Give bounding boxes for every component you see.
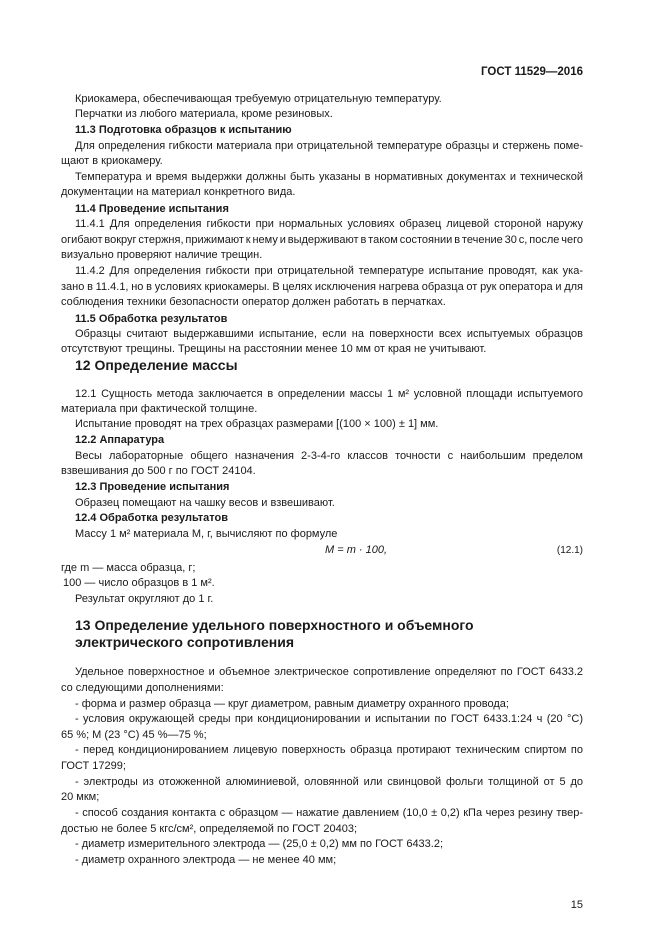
text-line: Криокамера, обеспечивающая требуемую отрицательную температуру. (75, 93, 442, 105)
section-heading: 11.3 Подготовка образцов к испытанию (75, 124, 292, 136)
text-line: взвешивания до 500 г по ГОСТ 24104. (61, 465, 256, 477)
text-line: 11.4.2 Для определения гибкости при отрицательной температуре испытание проводят, как ука- (75, 265, 583, 277)
text-line: Удельное поверхностное и объемное электрическое сопротивление определяют по ГОСТ 6433.2 (75, 666, 583, 678)
text-line: достью не более 5 кгс/см², определяемой по ГОСТ 20403; (61, 823, 358, 835)
page-number: 15 (570, 899, 583, 911)
formula: M = m · 100, (325, 544, 388, 556)
text-line: Испытание проводят на трех образцах размерами [(100 × 100) ± 1] мм. (75, 418, 439, 430)
text-line: Результат округляют до 1 г. (75, 593, 214, 605)
section-heading: 12.2 Аппаратура (75, 434, 165, 446)
chapter-heading-cont: электрического сопротивления (75, 634, 295, 650)
text-line: зано в 11.4.1, но в условиях криокамеры. В целях исключения нагрева образца от рук оператора и для (61, 281, 583, 293)
text-line: Для определения гибкости материала при отрицательной температуре образцы и стержень поме- (75, 140, 583, 152)
section-heading: 12.4 Обработка результатов (75, 512, 228, 524)
text-line: материала при фактической толщине. (61, 403, 258, 415)
text-line: 12.1 Сущность метода заключается в определении массы 1 м² условной площади испытуемого (75, 388, 583, 400)
text-line: Весы лабораторные общего назначения 2-3-4-го классов точности с наибольшим пределом (75, 450, 583, 462)
text-line: Образец помещают на чашку весов и взвешивают. (75, 497, 335, 509)
text-line: визуально проверяют наличие трещин. (61, 249, 263, 261)
text-line: 100 — число образцов в 1 м². (63, 577, 215, 589)
text-line: Образцы считают выдержавшими испытание, если на поверхности всех испытуемых образцов (75, 328, 583, 340)
list-item: - электроды из отожженной алюминиевой, оловянной или свинцовой фольги толщиной от 5 до (75, 776, 583, 788)
text-line: 65 %; М (23 °С) 45 %—75 %; (61, 729, 207, 741)
list-item: - диаметр охранного электрода — не менее 40 мм; (75, 854, 337, 866)
section-heading: 11.4 Проведение испытания (75, 203, 229, 215)
list-item: - способ создания контакта с образцом — нажатие давлением (10,0 ± 0,2) кПа через резину твер- (75, 807, 583, 819)
section-heading: 12.3 Проведение испытания (75, 481, 230, 493)
text-line: ГОСТ 17299; (61, 760, 126, 772)
list-item: - перед кондиционированием лицевую поверхность образца протирают техническим спиртом по (75, 744, 583, 756)
text-line: со следующими дополнениями: (61, 682, 224, 694)
text-line: Массу 1 м² материала M, г, вычисляют по формуле (75, 528, 338, 540)
text-line: соблюдения техники безопасности оператор должен работать в перчатках. (61, 296, 446, 308)
text-line: 11.4.1 Для определения гибкости при нормальных условиях образец лицевой стороной наружу (75, 218, 583, 230)
text-line: Температура и время выдержки должны быть указаны в нормативных документах и технической (75, 171, 583, 183)
text-line: Перчатки из любого материала, кроме резиновых. (75, 108, 333, 120)
text-line: огибают вокруг стержня, прижимают к нему и выдерживают в таком состоянии в течение 30 с, после чего (61, 234, 583, 246)
section-heading: 11.5 Обработка результатов (75, 313, 228, 325)
chapter-heading: 12 Определение массы (75, 357, 238, 373)
text-line: где m — масса образца, г; (61, 562, 196, 574)
chapter-heading: 13 Определение удельного поверхностного и объемного (75, 617, 474, 633)
text-line: 20 мкм; (61, 791, 100, 803)
list-item: - форма и размер образца — круг диаметром, равным диаметру охранного провода; (75, 698, 509, 710)
text-line: щают в криокамеру. (61, 155, 163, 167)
formula-number: (12.1) (556, 545, 583, 556)
list-item: - диаметр измерительного электрода — (25,0 ± 0,2) мм по ГОСТ 6433.2; (75, 838, 444, 850)
document-id: ГОСТ 11529—2016 (481, 66, 583, 78)
text-line: отсутствуют трещины. Трещины на расстоянии менее 10 мм от края не учитывают. (61, 343, 487, 355)
list-item: - условия окружающей среды при кондиционировании и испытании по ГОСТ 6433.1:24 ч (20 °С) (75, 713, 583, 725)
text-line: документации на материал конкретного вида. (61, 186, 296, 198)
